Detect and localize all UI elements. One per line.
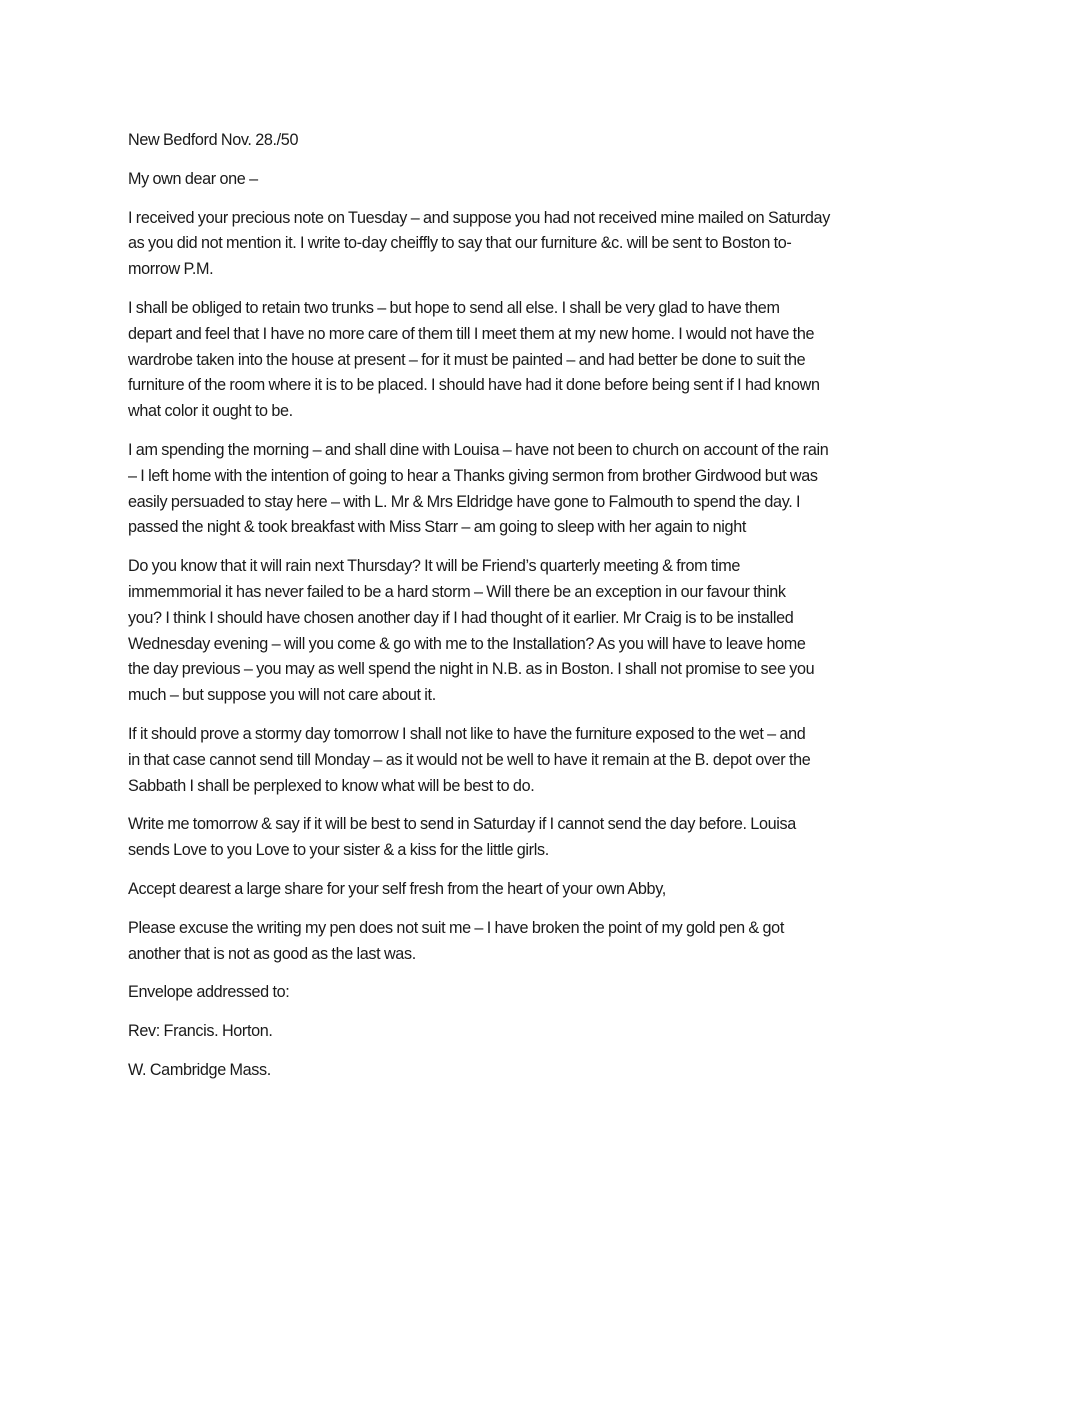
text-line: – I left home with the intention of going to hear a Thanks giving sermon from brother Girdwood but was: [128, 466, 818, 485]
closing: [128, 877, 968, 903]
text-line: Write me tomorrow & say if it will be best to send in Saturday if I cannot send the day before. Louisa: [128, 815, 796, 834]
text-line: Sabbath I shall be perplexed to know what will be best to do.: [128, 776, 535, 795]
paragraph-2: [128, 296, 968, 425]
text-line: what color it ought to be.: [128, 402, 293, 421]
text-line: passed the night & took breakfast with Miss Starr – am going to sleep with her again to night: [128, 518, 747, 537]
dateline: New Bedford Nov. 28./50: [128, 131, 299, 149]
text-line: morrow P.M.: [128, 260, 214, 279]
text-line: as you did not mention it. I write to-day cheiffly to say that our furniture &c. will be sent to Boston to-: [128, 234, 792, 253]
text-line: another that is not as good as the last was.: [128, 944, 416, 963]
salutation: My own dear one –: [128, 169, 258, 188]
text-line: I am spending the morning – and shall dine with Louisa – have not been to church on account of the rain: [128, 440, 829, 459]
text-line: If it should prove a stormy day tomorrow I shall not like to have the furniture exposed to the wet – and: [128, 724, 806, 743]
text-line: Wednesday evening – will you come & go with me to the Installation? As you will have to leave home: [128, 634, 806, 653]
text-line: you? I think I should have chosen another day if I had thought of it earlier. Mr Craig is to be installed: [128, 608, 794, 627]
text-line: I received your precious note on Tuesday – and suppose you had not received mine mailed on Saturday: [128, 208, 830, 227]
text-line: easily persuaded to stay here – with L. Mr & Mrs Eldridge have gone to Falmouth to spend the day. I: [128, 492, 801, 511]
paragraph-4: [128, 554, 968, 709]
envelope-label: Envelope addressed to:: [128, 983, 290, 1002]
paragraph-1: [128, 206, 968, 283]
postscript: [128, 916, 968, 968]
text-line: sends Love to you Love to your sister & a kiss for the little girls.: [128, 841, 549, 860]
paragraph-5: [128, 722, 968, 799]
text-line: furniture of the room where it is to be placed. I should have had it done before being sent if I had known: [128, 376, 820, 395]
text-line: much – but suppose you will not care about it.: [128, 686, 436, 705]
text-line: immemmorial it has never failed to be a hard storm – Will there be an exception in our favour think: [128, 582, 786, 601]
text-line: Please excuse the writing my pen does not suit me – I have broken the point of my gold pen & got: [128, 918, 784, 937]
text-line: the day previous – you may as well spend the night in N.B. as in Boston. I shall not promise to see you: [128, 660, 815, 679]
letter-page: [128, 128, 968, 1097]
envelope-address: W. Cambridge Mass.: [128, 1060, 271, 1079]
text-line: Do you know that it will rain next Thursday? It will be Friend’s quarterly meeting & from time: [128, 557, 741, 576]
text-line: Accept dearest a large share for your self fresh from the heart of your own Abby,: [128, 879, 666, 898]
paragraph-3: [128, 438, 968, 541]
paragraph-6: [128, 812, 968, 864]
text-line: in that case cannot send till Monday – as it would not be well to have it remain at the B. depot over the: [128, 750, 811, 769]
text-line: wardrobe taken into the house at present – for it must be painted – and had better be done to suit the: [128, 350, 806, 369]
text-line: depart and feel that I have no more care of them till I meet them at my new home. I would not have the: [128, 324, 815, 343]
text-line: I shall be obliged to retain two trunks – but hope to send all else. I shall be very glad to have them: [128, 298, 780, 317]
envelope-name: Rev: Francis. Horton.: [128, 1022, 273, 1041]
